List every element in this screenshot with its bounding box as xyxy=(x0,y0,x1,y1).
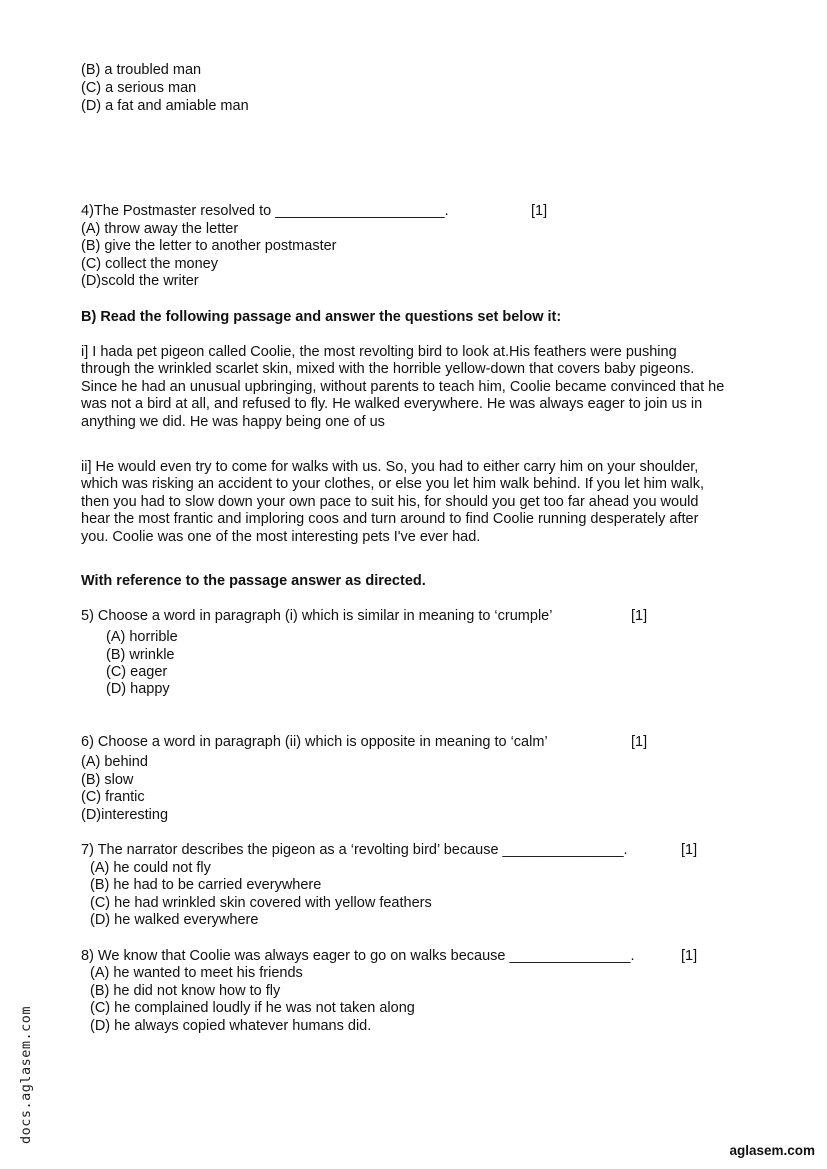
q6-option-c: (C) frantic xyxy=(81,789,145,805)
q5-option-d: (D) happy xyxy=(106,681,170,697)
q4-option-b: (B) give the letter to another postmaster xyxy=(81,238,337,254)
q4-option-c: (C) collect the money xyxy=(81,256,218,272)
q5-option-a: (A) horrible xyxy=(106,629,178,645)
q5-marks: [1] xyxy=(631,608,648,624)
paragraph-1-line: was not a bird at all, and refused to fly. He walked everywhere. He was always eager to join us in xyxy=(81,396,703,412)
paragraph-2-line: ii] He would even try to come for walks with us. So, you had to either carry him on your shoulder, xyxy=(81,459,699,475)
side-watermark: docs.aglasem.com xyxy=(18,1005,34,1145)
q8-option-c: (C) he complained loudly if he was not taken along xyxy=(90,1000,415,1016)
q7-option-a: (A) he could not fly xyxy=(90,860,211,876)
paragraph-1-line: Since he had an unusual upbringing, without parents to teach him, Coolie became convinced that he xyxy=(81,379,725,395)
footer-brand: aglasem.com xyxy=(729,1143,815,1158)
q6-option-d: (D)interesting xyxy=(81,807,169,823)
paragraph-2-line: you. Coolie was one of the most interesting pets I've ever had. xyxy=(81,529,481,545)
q4-option-a: (A) throw away the letter xyxy=(81,221,239,237)
q7-option-c: (C) he had wrinkled skin covered with yellow feathers xyxy=(90,895,432,911)
q7-question: 7) The narrator describes the pigeon as a ‘revolting bird’ because _______________. xyxy=(81,842,628,858)
paragraph-2-line: hear the most frantic and imploring coos and turn around to find Coolie running desperately after xyxy=(81,511,699,527)
q8-marks: [1] xyxy=(681,948,698,964)
q4-marks: [1] xyxy=(531,203,548,219)
q4-option-d: (D)scold the writer xyxy=(81,273,199,289)
q5-option-c: (C) eager xyxy=(106,664,168,680)
section-b-heading: B) Read the following passage and answer the questions set below it: xyxy=(81,309,562,325)
q6-option-b: (B) slow xyxy=(81,772,134,788)
q3-option-b: (B) a troubled man xyxy=(81,62,202,78)
q5-option-b: (B) wrinkle xyxy=(106,647,175,663)
paragraph-1-line: i] I hada pet pigeon called Coolie, the most revolting bird to look at.His feathers were pushing xyxy=(81,344,677,360)
q6-marks: [1] xyxy=(631,734,648,750)
paragraph-1-line: anything we did. He was happy being one of us xyxy=(81,414,385,430)
q4-question: 4)The Postmaster resolved to _____________________. xyxy=(81,203,449,219)
q8-option-b: (B) he did not know how to fly xyxy=(90,983,281,999)
q3-option-d: (D) a fat and amiable man xyxy=(81,98,249,114)
q6-option-a: (A) behind xyxy=(81,754,148,770)
q5-question: 5) Choose a word in paragraph (i) which is similar in meaning to ‘crumple’ xyxy=(81,608,553,624)
q7-option-b: (B) he had to be carried everywhere xyxy=(90,877,322,893)
q3-option-c: (C) a serious man xyxy=(81,80,197,96)
q7-marks: [1] xyxy=(681,842,698,858)
q6-question: 6) Choose a word in paragraph (ii) which is opposite in meaning to ‘calm’ xyxy=(81,734,548,750)
q8-question: 8) We know that Coolie was always eager to go on walks because _______________. xyxy=(81,948,635,964)
q8-option-d: (D) he always copied whatever humans did. xyxy=(90,1018,372,1034)
q7-option-d: (D) he walked everywhere xyxy=(90,912,259,928)
q8-option-a: (A) he wanted to meet his friends xyxy=(90,965,303,981)
paragraph-2-line: which was risking an accident to your clothes, or else you let him walk behind. If you let him walk, xyxy=(81,476,704,492)
paragraph-2-line: then you had to slow down your own pace to suit his, for should you get too far ahead you would xyxy=(81,494,699,510)
reference-heading: With reference to the passage answer as directed. xyxy=(81,573,426,589)
paragraph-1-line: through the wrinkled scarlet skin, mixed with the horrible yellow-down that covers baby pigeons. xyxy=(81,361,695,377)
